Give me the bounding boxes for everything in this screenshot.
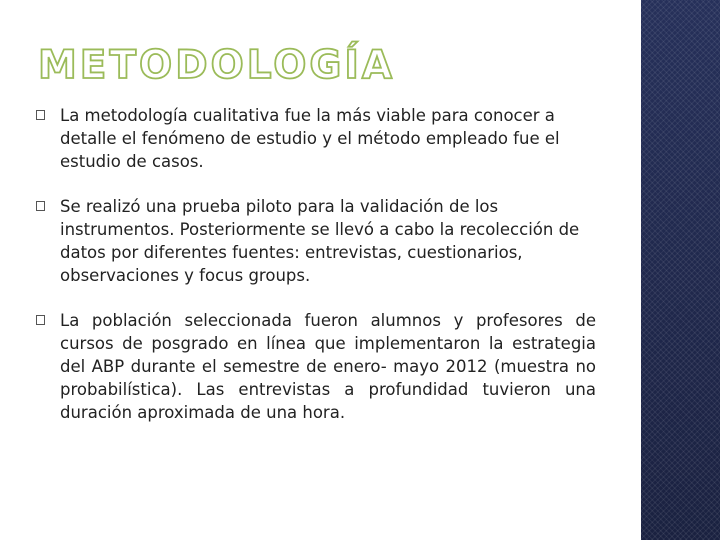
bullet-list [36, 104, 596, 424]
square-bullet-icon [36, 201, 45, 211]
bullet-item-1 [36, 104, 596, 173]
bullet-item-3 [36, 309, 596, 424]
bullet-item-2 [36, 195, 596, 287]
slide-title: METODOLOGÍA [38, 43, 396, 88]
decorative-side-band [641, 0, 720, 540]
title-graphic [36, 40, 396, 88]
bullet-text-1: La metodología cualitativa fue la más viable para conocer a detalle el fenómeno de estudio y el método empleado fue el estudio de casos. [60, 106, 560, 171]
square-bullet-icon [36, 315, 45, 325]
bullet-text-2: Se realizó una prueba piloto para la validación de los instrumentos. Posteriormente se llevó a cabo la recolección de datos por diferentes fuentes: entrevistas, cuestionarios, observaciones y focus groups. [60, 197, 580, 285]
bullet-text-3: La población seleccionada fueron alumnos y profesores de cursos de posgrado en línea que implementaron la estrategia del ABP durante el semestre de enero- mayo 2012 (muestra no probabilística). Las entrevistas a profundidad tuvieron una duración aproximada de una hora. [60, 311, 596, 422]
square-bullet-icon [36, 110, 45, 120]
